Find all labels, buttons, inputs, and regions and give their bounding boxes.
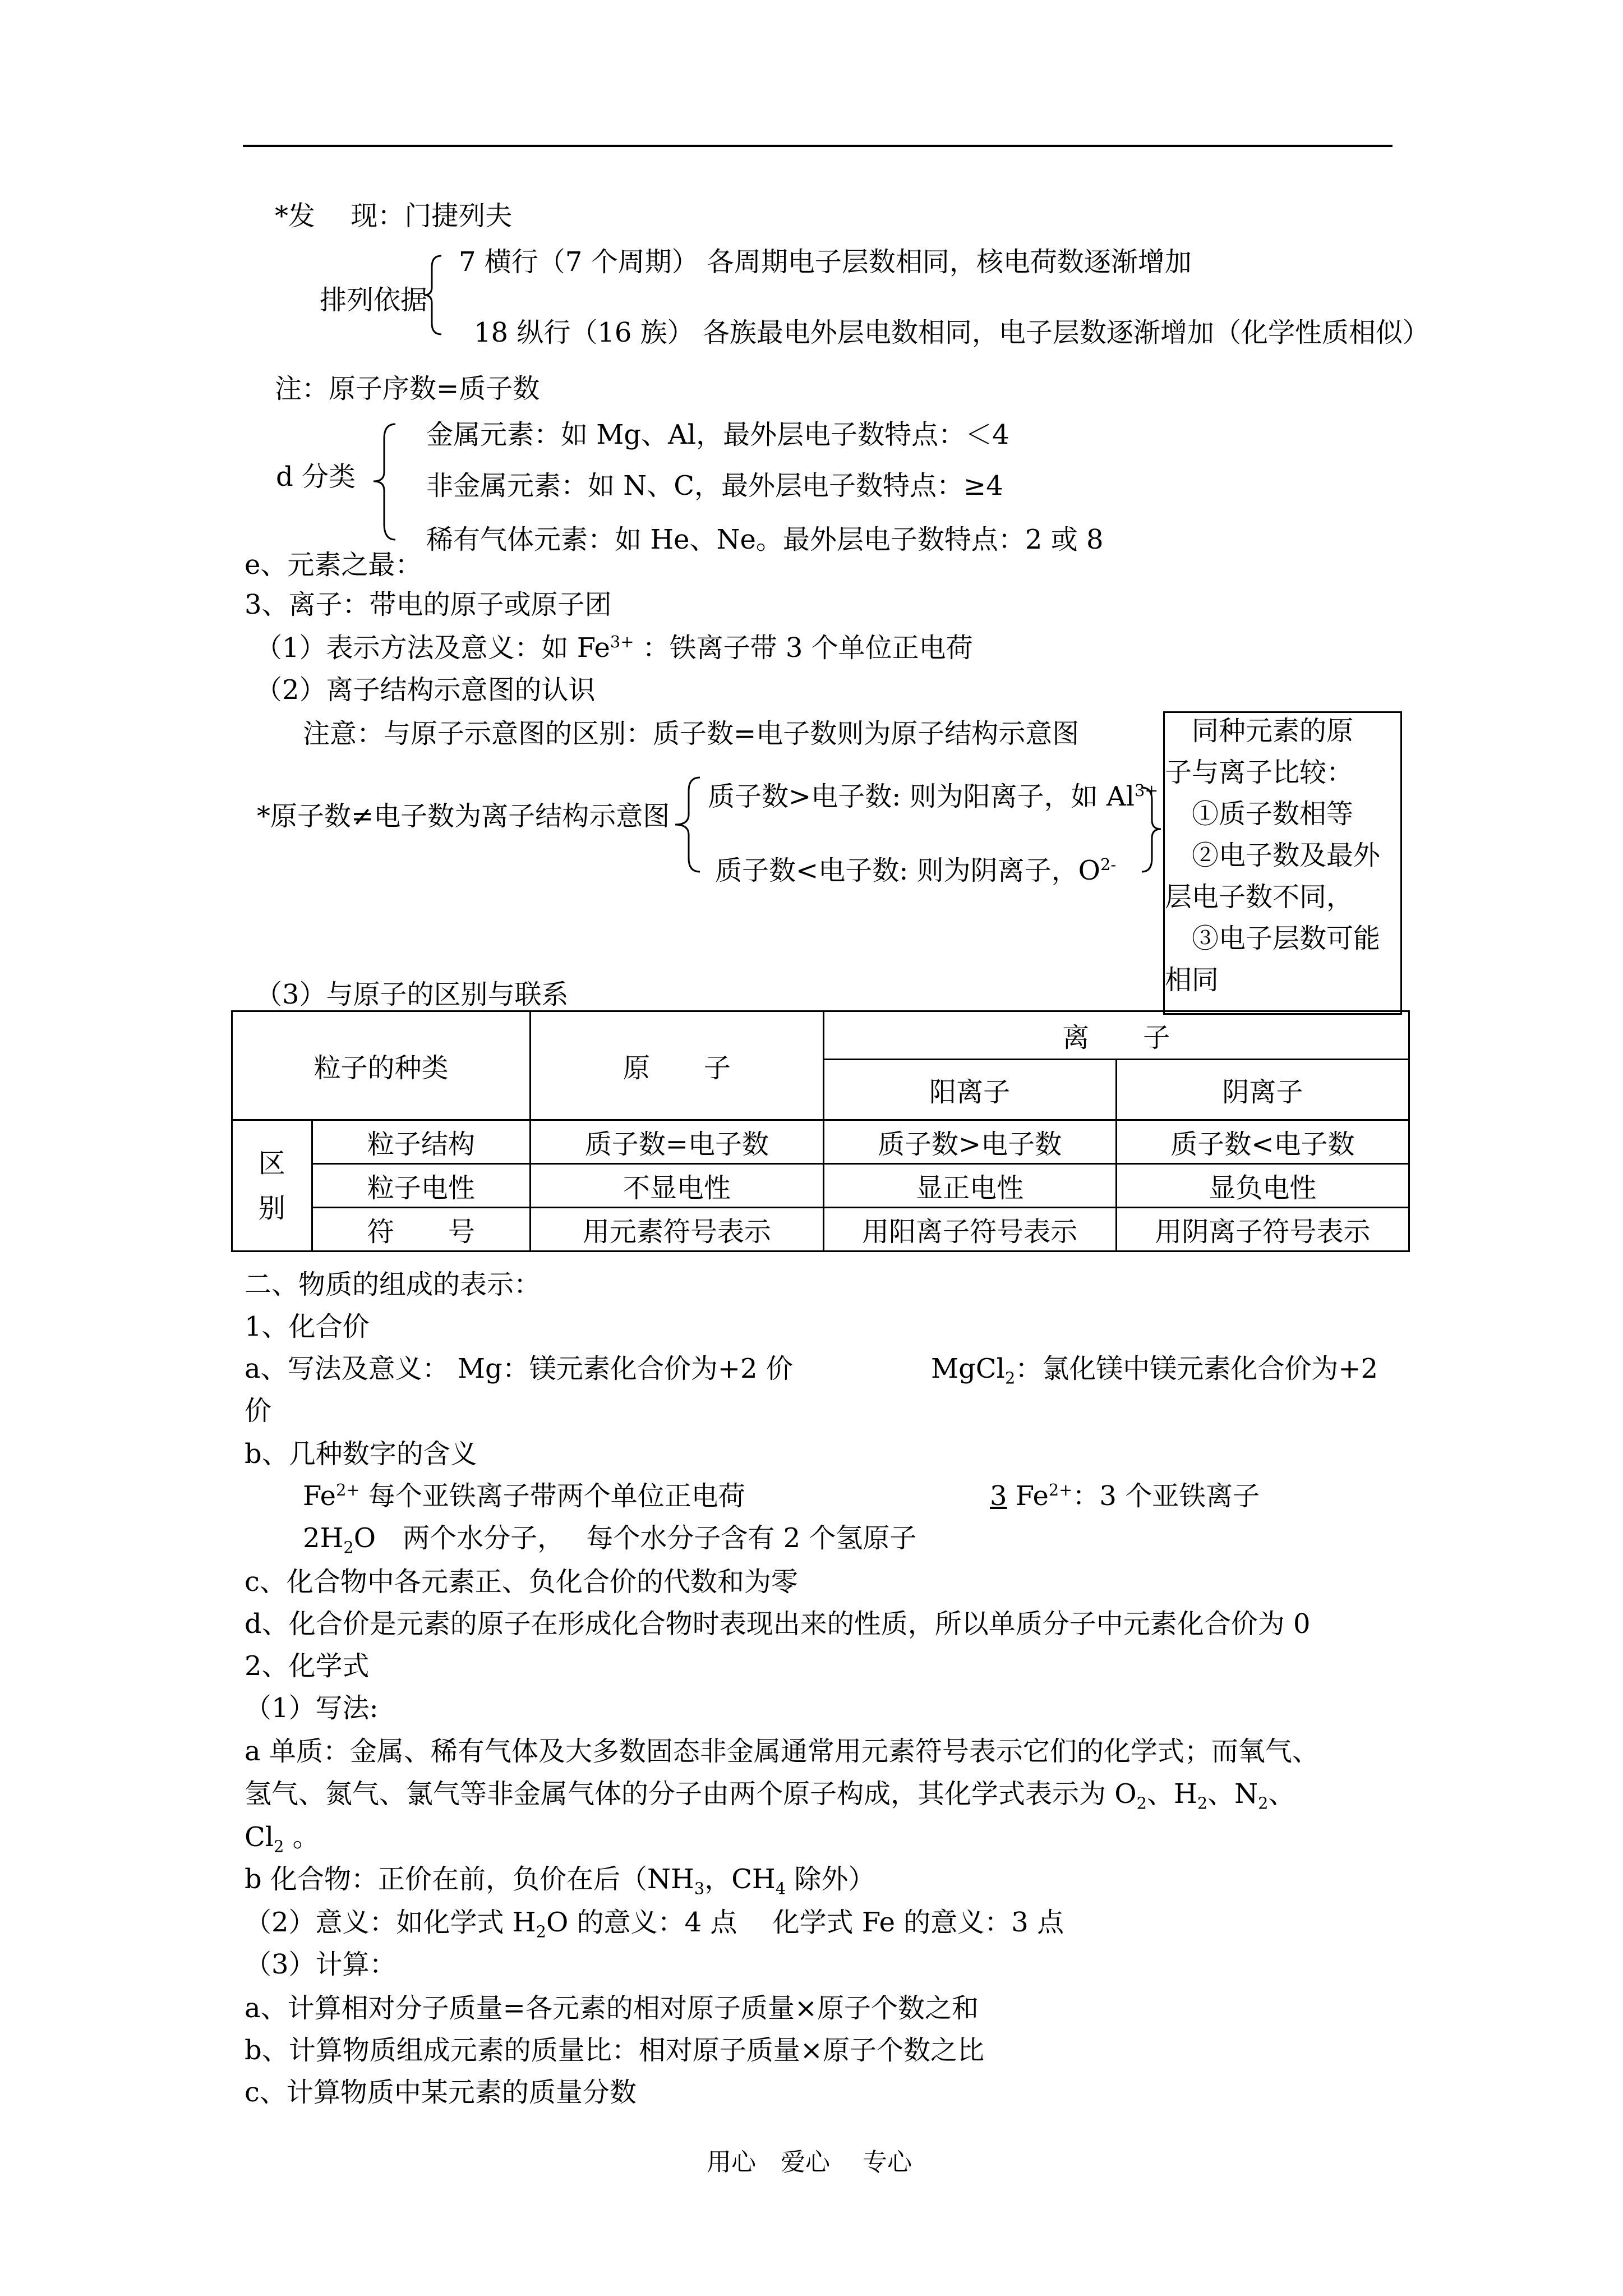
compare-line: ①质子数相等 xyxy=(1165,798,1354,830)
header-cation: 阳离子 xyxy=(823,1060,1116,1120)
compare-line: ②电子数及最外 xyxy=(1165,840,1381,871)
formula-heading: 2、化学式 xyxy=(245,1650,370,1682)
ion-diagram-note: *原子数≠电子数为离子结构示意图 xyxy=(257,800,670,832)
compare-line: 相同 xyxy=(1165,964,1219,996)
arrange-label: 排列依据 xyxy=(320,284,428,316)
relation-heading: （3）与原子的区别与联系 xyxy=(255,979,569,1010)
formula-meaning: （2）意义：如化学式 $H_2O$ 的意义：4 点 化学式 Fe 的意义：3 点 xyxy=(245,1907,1064,1941)
classify-brace xyxy=(370,422,398,542)
ion-atom-comparison-table xyxy=(231,1010,1410,1252)
calc-c: c、计算物质中某元素的质量分数 xyxy=(245,2077,637,2108)
ion-rule-brace xyxy=(671,774,704,875)
calc-heading: （3）计算： xyxy=(245,1949,396,1980)
header-anion: 阴离子 xyxy=(1116,1060,1409,1120)
formula-single-2: 氢气、氮气、氯气等非金属气体的分子由两个原子构成，其化学式表示为 $O_2$、$H_2$、$N_2$、 xyxy=(245,1778,1295,1813)
discovery-line: *发 现：门捷列夫 xyxy=(275,200,513,232)
diff-label: 区 别 xyxy=(232,1120,312,1251)
anion-rule: 质子数<电子数: 则为阴离子，$O^{2-}$ xyxy=(715,855,1117,886)
table-row-label: 粒子结构 xyxy=(312,1120,531,1164)
classify-label: d 分类 xyxy=(276,461,356,493)
formula-writing: （1）写法: xyxy=(245,1692,379,1724)
valence-b-fe: $Fe^{2+}$ 每个亚铁离子带两个单位正电荷 xyxy=(303,1480,745,1512)
ion-representation: （1）表示方法及意义：如 $Fe^{3+}$ ：铁离子带 3 个单位正电荷 xyxy=(255,632,973,664)
cation-rule: 质子数>电子数: 则为阳离子，如 $Al^{3+}$ xyxy=(708,781,1159,812)
ion-diagram-heading: （2）离子结构示意图的认识 xyxy=(255,674,596,706)
valence-b-h2o: $2H_2O$ 两个水分子， 每个水分子含有 2 个氢原子 xyxy=(303,1522,917,1557)
valence-c: c、化合物中各元素正、负化合价的代数和为零 xyxy=(245,1566,798,1598)
calc-b: b、计算物质组成元素的质量比：相对原子质量×原子个数之比 xyxy=(245,2035,984,2066)
calc-a: a、计算相对分子质量=各元素的相对原子质量×原子个数之和 xyxy=(245,1993,979,2024)
compare-line: 层电子数不同， xyxy=(1165,881,1354,913)
valence-b-3fe: 3 $Fe^{2+}$：3 个亚铁离子 xyxy=(990,1480,1260,1512)
table-cell: 用元素符号表示 xyxy=(531,1208,823,1251)
nonmetal-line: 非金属元素：如 N、C，最外层电子数特点：≥4 xyxy=(426,470,1003,501)
table-cell: 显负电性 xyxy=(1116,1164,1409,1208)
header-ion: 离 子 xyxy=(823,1011,1409,1060)
table-cell: 质子数=电子数 xyxy=(531,1120,823,1164)
footer-text: 用心 爱心 专心 xyxy=(707,2148,912,2177)
valence-b-heading: b、几种数字的含义 xyxy=(245,1438,477,1470)
header-rule xyxy=(243,145,1393,147)
compare-brace xyxy=(1138,785,1163,875)
valence-a-mgcl2: MgCl$_2$：氯化镁中镁元素化合价为+2 xyxy=(931,1353,1378,1388)
compare-line: ③电子层数可能 xyxy=(1165,923,1381,954)
formula-single-3: $Cl_2$ 。 xyxy=(245,1821,320,1856)
table-cell: 显正电性 xyxy=(823,1164,1116,1208)
header-particle-type: 粒子的种类 xyxy=(232,1011,531,1120)
noble-line: 稀有气体元素：如 He、Ne。最外层电子数特点：2 或 8 xyxy=(426,524,1104,555)
header-atom: 原 子 xyxy=(531,1011,823,1120)
formula-compound: b 化合物：正价在前，负价在后（$NH_3$，$CH_4$ 除外） xyxy=(245,1864,875,1898)
compare-box xyxy=(1163,711,1402,1015)
compare-line: 同种元素的原 xyxy=(1165,715,1354,747)
valence-a-wrap: 价 xyxy=(245,1395,272,1427)
table-row-label: 粒子电性 xyxy=(312,1164,531,1208)
valence-heading: 1、化合价 xyxy=(245,1311,370,1342)
metal-line: 金属元素：如 Mg、Al，最外层电子数特点：＜4 xyxy=(426,419,1009,450)
table-cell: 质子数<电子数 xyxy=(1116,1120,1409,1164)
table-row-label: 符 号 xyxy=(312,1208,531,1251)
note-line: 注：原子序数=质子数 xyxy=(275,373,540,404)
arrange-cols: 18 纵行（16 族） 各族最电外层电数相同，电子层数逐渐增加（化学性质相似） xyxy=(474,317,1430,348)
attention-line: 注意：与原子示意图的区别：质子数=电子数则为原子结构示意图 xyxy=(303,718,1080,749)
arrange-rows: 7 横行（7 个周期） 各周期电子层数相同，核电荷数逐渐增加 xyxy=(459,246,1192,278)
section2-heading: 二、物质的组成的表示： xyxy=(245,1269,541,1300)
formula-single-1: a 单质：金属、稀有气体及大多数固态非金属通常用元素符号表示它们的化学式；而氧气、 xyxy=(245,1736,1319,1767)
valence-a-line: a、写法及意义： Mg：镁元素化合价为+2 价 xyxy=(245,1353,793,1384)
element-most: e、元素之最： xyxy=(245,549,422,581)
table-cell: 用阴离子符号表示 xyxy=(1116,1208,1409,1251)
table-cell: 不显电性 xyxy=(531,1164,823,1208)
table-cell: 用阳离子符号表示 xyxy=(823,1208,1116,1251)
ion-heading: 3、离子：带电的原子或原子团 xyxy=(245,589,612,620)
compare-line: 子与离子比较： xyxy=(1165,757,1354,788)
valence-d: d、化合价是元素的原子在形成化合物时表现出来的性质，所以单质分子中元素化合价为 0 xyxy=(245,1608,1311,1640)
table-cell: 质子数>电子数 xyxy=(823,1120,1116,1164)
